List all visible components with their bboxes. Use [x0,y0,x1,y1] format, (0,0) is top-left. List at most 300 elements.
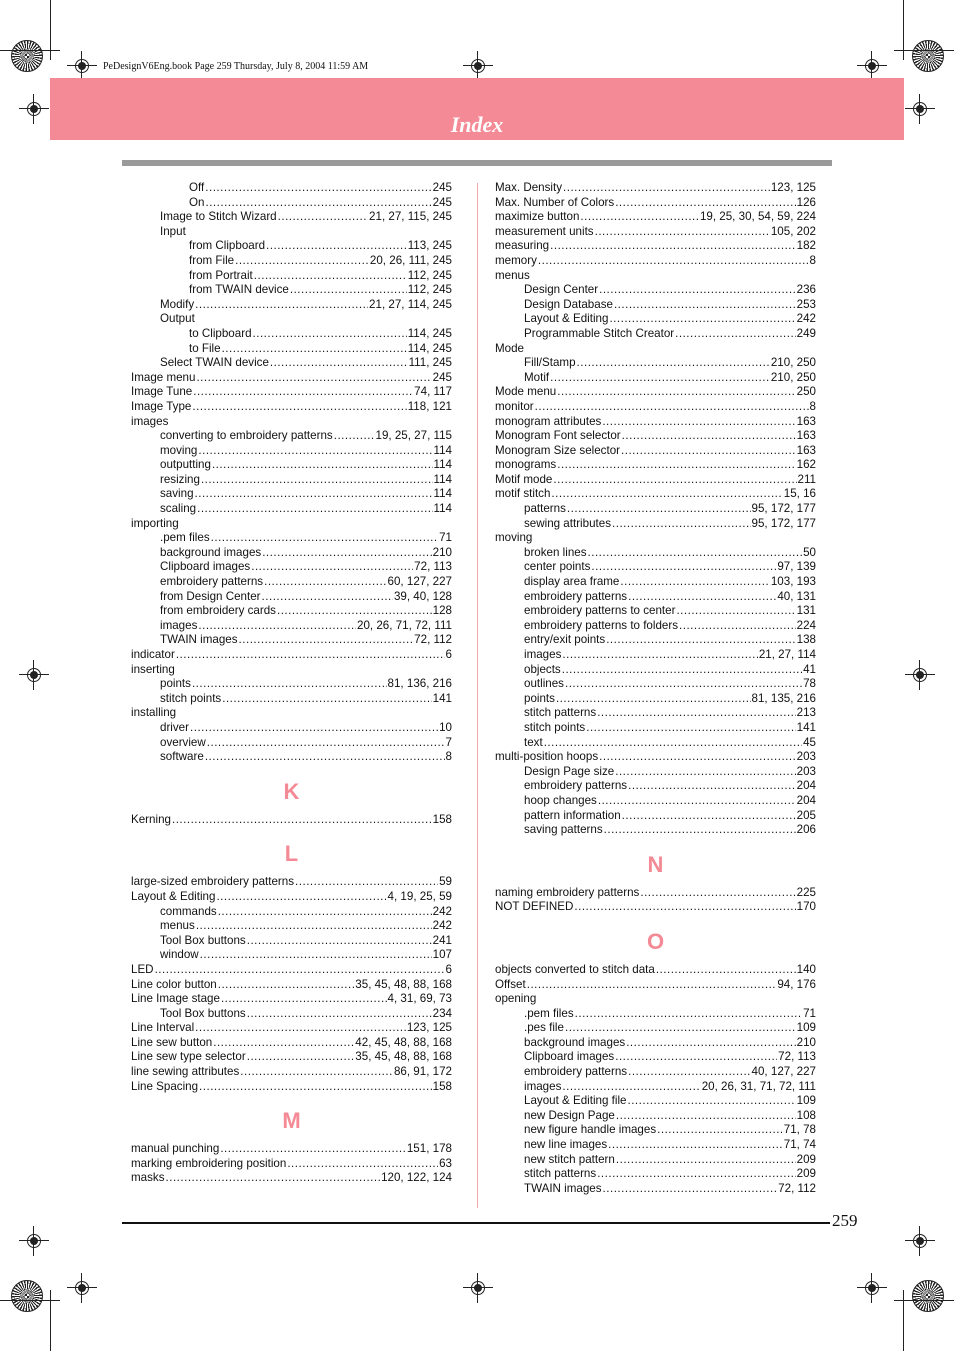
index-entry [131,750,452,765]
index-entry-term: marking embroidering position [131,1156,287,1170]
index-entry-pages: 6 [445,648,452,661]
leader-dots [616,1109,796,1124]
index-entry [131,1157,452,1172]
index-heading [131,517,452,532]
crosshair-bottom-center-icon [463,1273,493,1303]
index-entry-term: Programmable Stitch Creator [524,326,675,340]
index-entry [131,269,452,284]
index-entry [495,1080,816,1095]
leader-dots [195,298,368,313]
crosshair-bottom-left-icon [67,1273,97,1303]
index-entry-pages: 114 [433,443,452,457]
leader-dots [198,444,432,459]
leader-dots [205,750,445,765]
index-entry [131,487,452,502]
leader-dots [538,254,809,269]
leader-dots [200,948,432,963]
index-entry [131,1036,452,1051]
index-entry [495,546,816,561]
index-entry-pages: 206 [796,823,816,837]
index-entry-term: background images [160,545,262,559]
index-entry-term: LED [131,962,154,976]
index-entry-term: menus [160,919,195,933]
index-entry-pages: 162 [796,458,816,472]
index-heading [131,415,452,430]
index-entry-pages: 205 [796,808,816,822]
index-entry-pages: 21, 27, 115, 245 [369,210,452,224]
leader-dots [222,692,431,707]
index-entry [495,1050,816,1065]
index-entry-term: opening [495,992,537,1006]
index-entry-term: large-sized embroidery patterns [131,875,295,889]
index-entry [495,210,816,225]
index-entry-term: images [524,648,562,661]
index-entry-term: Off [189,181,205,194]
index-entry-term: Image Type [131,399,192,413]
leader-dots [290,283,407,298]
index-entry [495,196,816,211]
leader-dots [201,473,433,488]
index-entry-pages: 170 [796,900,816,914]
index-entry [131,1050,452,1065]
index-entry [495,1123,816,1138]
leader-dots [575,1007,802,1022]
top-rule [122,160,832,166]
index-entry [131,890,452,905]
index-entry-pages: 204 [796,793,816,807]
leader-dots [550,239,796,254]
index-entry-term: monograms [495,458,557,472]
leader-dots [196,919,432,934]
index-entry [495,517,816,532]
index-entry-term: Line Image stage [131,992,220,1006]
leader-dots [679,619,796,634]
index-entry-term: outlines [524,677,564,691]
leader-dots [615,1050,777,1065]
index-entry-term: outputting [160,458,211,472]
leader-dots [612,517,751,532]
index-entry-term: moving [495,531,533,545]
leader-dots [235,254,369,269]
leader-dots [196,371,431,386]
index-entry [131,356,452,371]
index-entry-term: Line Interval [131,1021,195,1035]
index-entry-term: Tool Box buttons [160,1006,246,1020]
leader-dots [213,1036,354,1051]
leader-dots [199,1080,432,1095]
index-entry-term: Image Tune [131,385,193,399]
index-entry-term: Image menu [131,370,196,384]
index-entry [131,619,452,634]
index-entry [495,429,816,444]
leader-dots [205,181,431,196]
index-entry [131,604,452,619]
leader-dots [240,1065,393,1080]
index-entry-pages: 4, 19, 25, 59 [387,889,452,903]
leader-dots [287,1157,438,1172]
index-entry [495,239,816,254]
index-entry-term: software [160,750,204,764]
index-entry-term: display area frame [524,575,620,589]
index-entry-pages: 213 [796,706,816,720]
index-entry-pages: 211 [797,472,816,486]
index-entry [131,239,452,254]
leader-dots [192,677,387,692]
leader-dots [675,327,796,342]
index-entry-term: indicator [131,648,175,661]
index-entry [495,1021,816,1036]
index-entry [495,1065,816,1080]
index-entry [131,531,452,546]
index-entry-term: new figure handle images [524,1123,657,1137]
column-divider [477,183,478,1208]
index-entry [495,487,816,502]
index-entry-pages: 126 [796,195,816,209]
index-entry-term: center points [524,560,591,574]
leader-dots [251,560,413,575]
index-entry [495,1182,816,1197]
index-entry-term: Layout & Editing [131,889,216,903]
index-entry [495,809,816,824]
leader-dots [676,604,795,619]
index-entry-pages: 105, 202 [770,224,816,238]
index-entry [495,181,816,196]
crosshair-right-lower-icon [905,1226,935,1256]
index-entry [495,1109,816,1124]
index-entry-pages: 50 [803,545,816,559]
index-entry-term: multi-position hoops [495,750,599,764]
index-entry-term: pattern information [524,808,621,822]
index-entry [495,706,816,721]
index-entry [495,692,816,707]
index-entry-term: from Design Center [160,589,261,603]
index-entry-term: motif stitch [495,487,551,501]
leader-dots [172,813,432,828]
index-entry-term: embroidery patterns [160,575,264,589]
index-entry-pages: 107 [432,948,452,962]
index-entry-term: stitch points [160,691,222,705]
index-entry [495,663,816,678]
index-entry-pages: 242 [432,904,452,918]
index-entry-term: .pes file [524,1021,564,1035]
index-entry-pages: 8 [445,750,452,764]
leader-dots [220,1142,406,1157]
index-entry-term: monogram attributes [495,414,602,428]
index-entry [495,604,816,619]
index-entry-term: new stitch pattern [524,1152,615,1166]
index-entry-term: Clipboard images [160,560,251,574]
index-entry-term: objects converted to stitch data [495,962,655,976]
index-entry-term: Select TWAIN device [160,356,269,370]
crosshair-left-lower-icon [19,1226,49,1256]
index-entry [131,400,452,415]
index-entry-term: from File [189,253,235,267]
index-heading [495,531,816,546]
index-entry-pages: 20, 26, 111, 245 [369,253,452,267]
leader-dots [551,487,782,502]
index-entry-pages: 6 [445,962,452,976]
index-entry [131,371,452,386]
index-entry-term: images [131,414,169,428]
index-entry-term: TWAIN images [524,1181,602,1195]
leader-dots [656,963,796,978]
index-entry [131,546,452,561]
index-heading [131,706,452,721]
leader-dots [563,181,770,196]
leader-dots [627,1094,795,1109]
index-entry-pages: 242 [432,919,452,933]
index-entry-term: embroidery patterns [524,779,628,793]
leader-dots [597,706,795,721]
index-entry-term: importing [131,516,179,530]
index-entry-pages: 163 [796,414,816,428]
index-entry-pages: 86, 91, 172 [393,1065,452,1079]
index-entry-pages: 7 [445,735,452,749]
index-entry [131,692,452,707]
index-entry-term: naming embroidery patterns [495,885,640,899]
index-entry-term: On [189,195,205,209]
page-number: 259 [832,1211,858,1230]
leader-dots [535,400,809,415]
crosshair-left-middle-icon [19,660,49,690]
index-entry-term: manual punching [131,1142,220,1156]
index-entry [131,1007,452,1022]
index-entry-pages: 114, 245 [407,341,452,355]
leader-dots [615,196,795,211]
index-entry-pages: 249 [796,326,816,340]
index-entry-term: Fill/Stamp [524,356,576,370]
index-entry-term: entry/exit points [524,633,606,647]
index-entry [495,1167,816,1182]
index-entry-pages: 20, 26, 31, 71, 72, 111 [701,1079,816,1093]
index-entry-term: Line color button [131,977,217,991]
index-entry-pages: 158 [432,1079,452,1093]
index-entry [131,721,452,736]
index-entry [131,963,452,978]
index-entry-term: images [160,618,198,632]
leader-dots [580,210,699,225]
index-entry-term: installing [131,706,177,720]
index-entry-term: inserting [131,662,175,676]
leader-dots [221,992,387,1007]
leader-dots [640,886,795,901]
index-entry-pages: 19, 25, 30, 54, 59, 224 [699,210,816,224]
index-entry-pages: 203 [796,750,816,764]
index-entry-term: line sewing attributes [131,1065,240,1079]
index-entry-term: Design Center [524,283,599,297]
index-entry [495,371,816,386]
index-entry-term: Max. Density [495,181,563,194]
index-heading [131,225,452,240]
index-entry [131,196,452,211]
index-entry-pages: 35, 45, 48, 88, 168 [355,977,452,991]
leader-dots [556,692,751,707]
index-entry-term: saving [160,487,194,501]
index-entry-term: to Clipboard [189,326,252,340]
registration-target-bottom-left [11,1280,43,1312]
index-entry [131,875,452,890]
index-entry [495,1007,816,1022]
leader-dots [270,356,408,371]
leader-dots [207,736,445,751]
index-entry-term: from TWAIN device [189,283,289,297]
leader-dots [193,385,413,400]
index-entry-term: scaling [160,502,197,516]
leader-dots [609,312,795,327]
index-heading [495,992,816,1007]
index-entry [495,1094,816,1109]
leader-dots [277,604,432,619]
index-entry-term: Input [160,224,186,238]
index-entry [131,736,452,751]
index-entry-term: new Design Page [524,1108,615,1122]
index-entry [131,254,452,269]
index-entry-term: Line sew type selector [131,1050,246,1064]
index-entry-pages: 95, 172, 177 [751,516,816,530]
leader-dots [266,239,407,254]
index-entry-term: Monogram Font selector [495,429,621,443]
leader-dots [254,269,407,284]
registration-target-top-right [912,40,944,72]
index-entry-term: Monogram Size selector [495,443,621,457]
index-entry-term: embroidery patterns [524,589,628,603]
section-letter: K [283,778,300,804]
index-entry [495,415,816,430]
index-entry-pages: 245 [432,370,452,384]
index-entry [131,458,452,473]
leader-dots [595,225,770,240]
leader-dots [253,327,407,342]
index-entry-pages: 71 [439,531,452,545]
leader-dots [602,415,795,430]
registration-target-bottom-right [912,1280,944,1312]
leader-dots [598,794,796,809]
leader-dots [599,750,796,765]
leader-dots [626,1036,795,1051]
leader-dots [197,502,432,517]
index-entry-term: driver [160,720,189,734]
index-entry-term: .pem files [524,1006,574,1020]
section-letter: O [646,928,665,954]
index-entry-pages: 108 [796,1108,816,1122]
index-entry-pages: 63 [439,1156,452,1170]
index-entry-term: Kerning [131,812,171,826]
leader-dots [247,1007,432,1022]
index-entry-term: measuring [495,239,550,253]
index-entry [495,575,816,590]
index-entry [495,385,816,400]
leader-dots [205,196,431,211]
index-entry-term: stitch patterns [524,706,597,720]
leader-dots [565,677,802,692]
index-entry [131,560,452,575]
leader-dots [614,298,796,313]
index-entry-term: Output [160,312,195,326]
index-entry-pages: 103, 193 [770,575,816,589]
index-entry-pages: 81, 136, 216 [387,677,452,691]
index-entry [131,1080,452,1095]
leader-dots [577,356,770,371]
index-entry [131,283,452,298]
index-entry [131,1171,452,1186]
index-entry [131,385,452,400]
index-entry-pages: 45 [803,735,816,749]
index-entry-term: NOT DEFINED [495,900,574,914]
index-entry [495,633,816,648]
index-entry-term: measurement units [495,224,594,238]
index-column-left [131,181,452,1186]
index-entry [131,1065,452,1080]
index-entry [495,1138,816,1153]
index-entry-pages: 131 [796,604,816,618]
index-entry-pages: 163 [796,443,816,457]
index-entry-pages: 109 [796,1021,816,1035]
index-entry-term: commands [160,904,217,918]
index-entry-pages: 40, 131 [777,589,816,603]
index-entry-term: broken lines [524,545,587,559]
crosshair-bottom-right-icon [857,1273,887,1303]
index-entry-pages: 112, 245 [407,283,452,297]
index-entry-pages: 210 [432,545,452,559]
index-entry-pages: 138 [796,633,816,647]
index-entry-pages: 210 [796,1035,816,1049]
index-entry-pages: 60, 127, 227 [387,575,452,589]
index-entry-term: Offset [495,977,526,991]
index-heading [131,663,452,678]
index-entry-term: text [524,735,543,749]
leader-dots [586,721,795,736]
index-entry-pages: 71, 74 [783,1138,816,1152]
leader-dots [218,978,355,993]
index-entry-pages: 10 [439,720,452,734]
index-entry-pages: 74, 117 [414,385,452,399]
index-entry-term: converting to embroidery patterns [160,429,333,443]
index-entry-pages: 234 [432,1006,452,1020]
leader-dots [562,663,802,678]
leader-dots [222,342,407,357]
index-entry-pages: 97, 139 [777,560,816,574]
index-entry [495,283,816,298]
leader-dots [195,487,433,502]
index-entry-pages: 158 [432,812,452,826]
index-entry [495,677,816,692]
index-entry [495,750,816,765]
index-entry-pages: 8 [809,253,816,267]
index-entry-pages: 236 [796,283,816,297]
index-entry [495,356,816,371]
index-entry-pages: 59 [439,875,452,889]
leader-dots [599,283,796,298]
index-entry [495,502,816,517]
index-entry-term: Max. Number of Colors [495,195,615,209]
index-entry [131,181,452,196]
index-entry-pages: 42, 45, 48, 88, 168 [355,1035,452,1049]
leader-dots [212,458,433,473]
section-letter: M [282,1108,301,1134]
index-entry-pages: 151, 178 [406,1142,452,1156]
index-entry [131,210,452,225]
index-entry [495,560,816,575]
crop-mark [50,0,51,60]
index-entry [131,473,452,488]
index-entry [131,429,452,444]
index-entry [495,225,816,240]
index-entry-term: Mode [495,341,525,355]
index-entry-term: from Clipboard [189,239,266,253]
printer-info-line: PeDesignV6Eng.book Page 259 Thursday, July 8, 2004 11:59 AM [103,61,369,72]
index-entry-pages: 141 [432,691,452,705]
leader-dots [550,371,770,386]
